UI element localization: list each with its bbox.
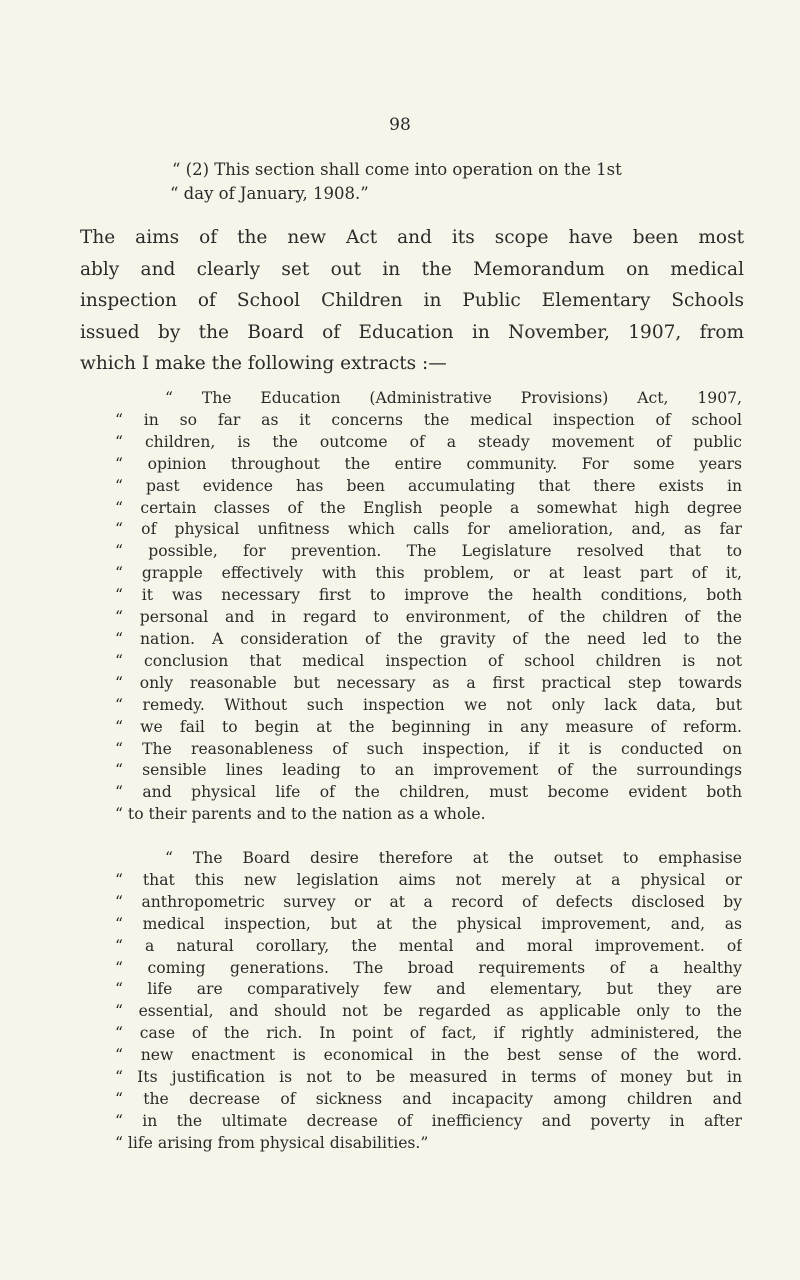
text-line: “ life arising from physical disabilities.” [115,1133,429,1152]
text-line: “ case of the rich. In point of fact, if rightly administered, the [115,1024,742,1043]
text-line: “ children, is the outcome of a steady movement of public [115,432,742,451]
text-line: “ Its justification is not to be measured in terms of money but in [115,1068,742,1087]
extract-paragraph-2 [115,848,742,1155]
text-line: “ personal and in regard to environment, of the children of the [115,608,742,627]
text-line: “ sensible lines leading to an improvement of the surroundings [115,761,742,780]
text-line: “ coming generations. The broad requirements of a healthy [115,958,742,977]
text-line: “ nation. A consideration of the gravity of the need led to the [115,629,742,648]
text-line: issued by the Board of Education in November, 1907, from [80,321,744,343]
text-line: “ past evidence has been accumulating that there exists in [115,476,742,495]
text-line: which I make the following extracts :— [80,353,447,374]
text-line: “ it was necessary first to improve the health conditions, both [115,586,742,605]
text-line: “ essential, and should not be regarded as applicable only to the [115,1002,742,1021]
text-line: “ certain classes of the English people a somewhat high degree [115,498,742,517]
page-number: 98 [389,115,411,135]
text-line: The aims of the new Act and its scope have been most [80,227,744,248]
intro-paragraph [80,222,744,380]
text-line: “ life are comparatively few and elementary, but they are [115,980,742,999]
extract-paragraph-1 [115,388,742,826]
text-line: “ The reasonableness of such inspection, if it is conducted on [115,739,742,758]
text-line: “ The Board desire therefore at the outset to emphasise [165,849,742,867]
text-line: “ the decrease of sickness and incapacity among children and [115,1089,742,1108]
text-line: “ and physical life of the children, must become evident both [115,783,742,802]
text-line: “ remedy. Without such inspection we not only lack data, but [115,695,742,714]
text-line: “ The Education (Administrative Provisions) Act, 1907, [165,389,742,407]
text-line: “ (2) This section shall come into operation on the 1st [172,160,622,179]
opening-quote [172,158,742,206]
text-line: “ conclusion that medical inspection of school children is not [115,651,742,670]
text-line: “ to their parents and to the nation as a whole. [115,805,486,824]
text-line: “ only reasonable but necessary as a first practical step towards [115,673,742,692]
text-line: “ possible, for prevention. The Legislature resolved that to [115,542,742,561]
text-line: “ a natural corollary, the mental and moral improvement. of [115,936,742,955]
text-line: “ anthropometric survey or at a record of defects disclosed by [115,892,742,911]
text-line: “ we fail to begin at the beginning in any measure of reform. [115,717,742,736]
text-line: “ opinion throughout the entire community. For some years [115,454,742,473]
text-line: “ grapple effectively with this problem, or at least part of it, [115,564,742,583]
text-line: “ of physical unfitness which calls for amelioration, and, as far [115,520,742,539]
text-line: “ day of January, 1908.” [170,184,369,203]
text-line: ably and clearly set out in the Memorandum on medical [80,258,744,280]
text-line: “ in so far as it concerns the medical inspection of school [115,410,742,429]
text-line: “ that this new legislation aims not merely at a physical or [115,870,742,889]
text-line: “ new enactment is economical in the best sense of the word. [115,1046,742,1065]
text-line: “ medical inspection, but at the physical improvement, and, as [115,914,742,933]
text-line: “ in the ultimate decrease of inefficiency and poverty in after [115,1111,742,1130]
text-line: inspection of School Children in Public Elementary Schools [80,290,744,311]
